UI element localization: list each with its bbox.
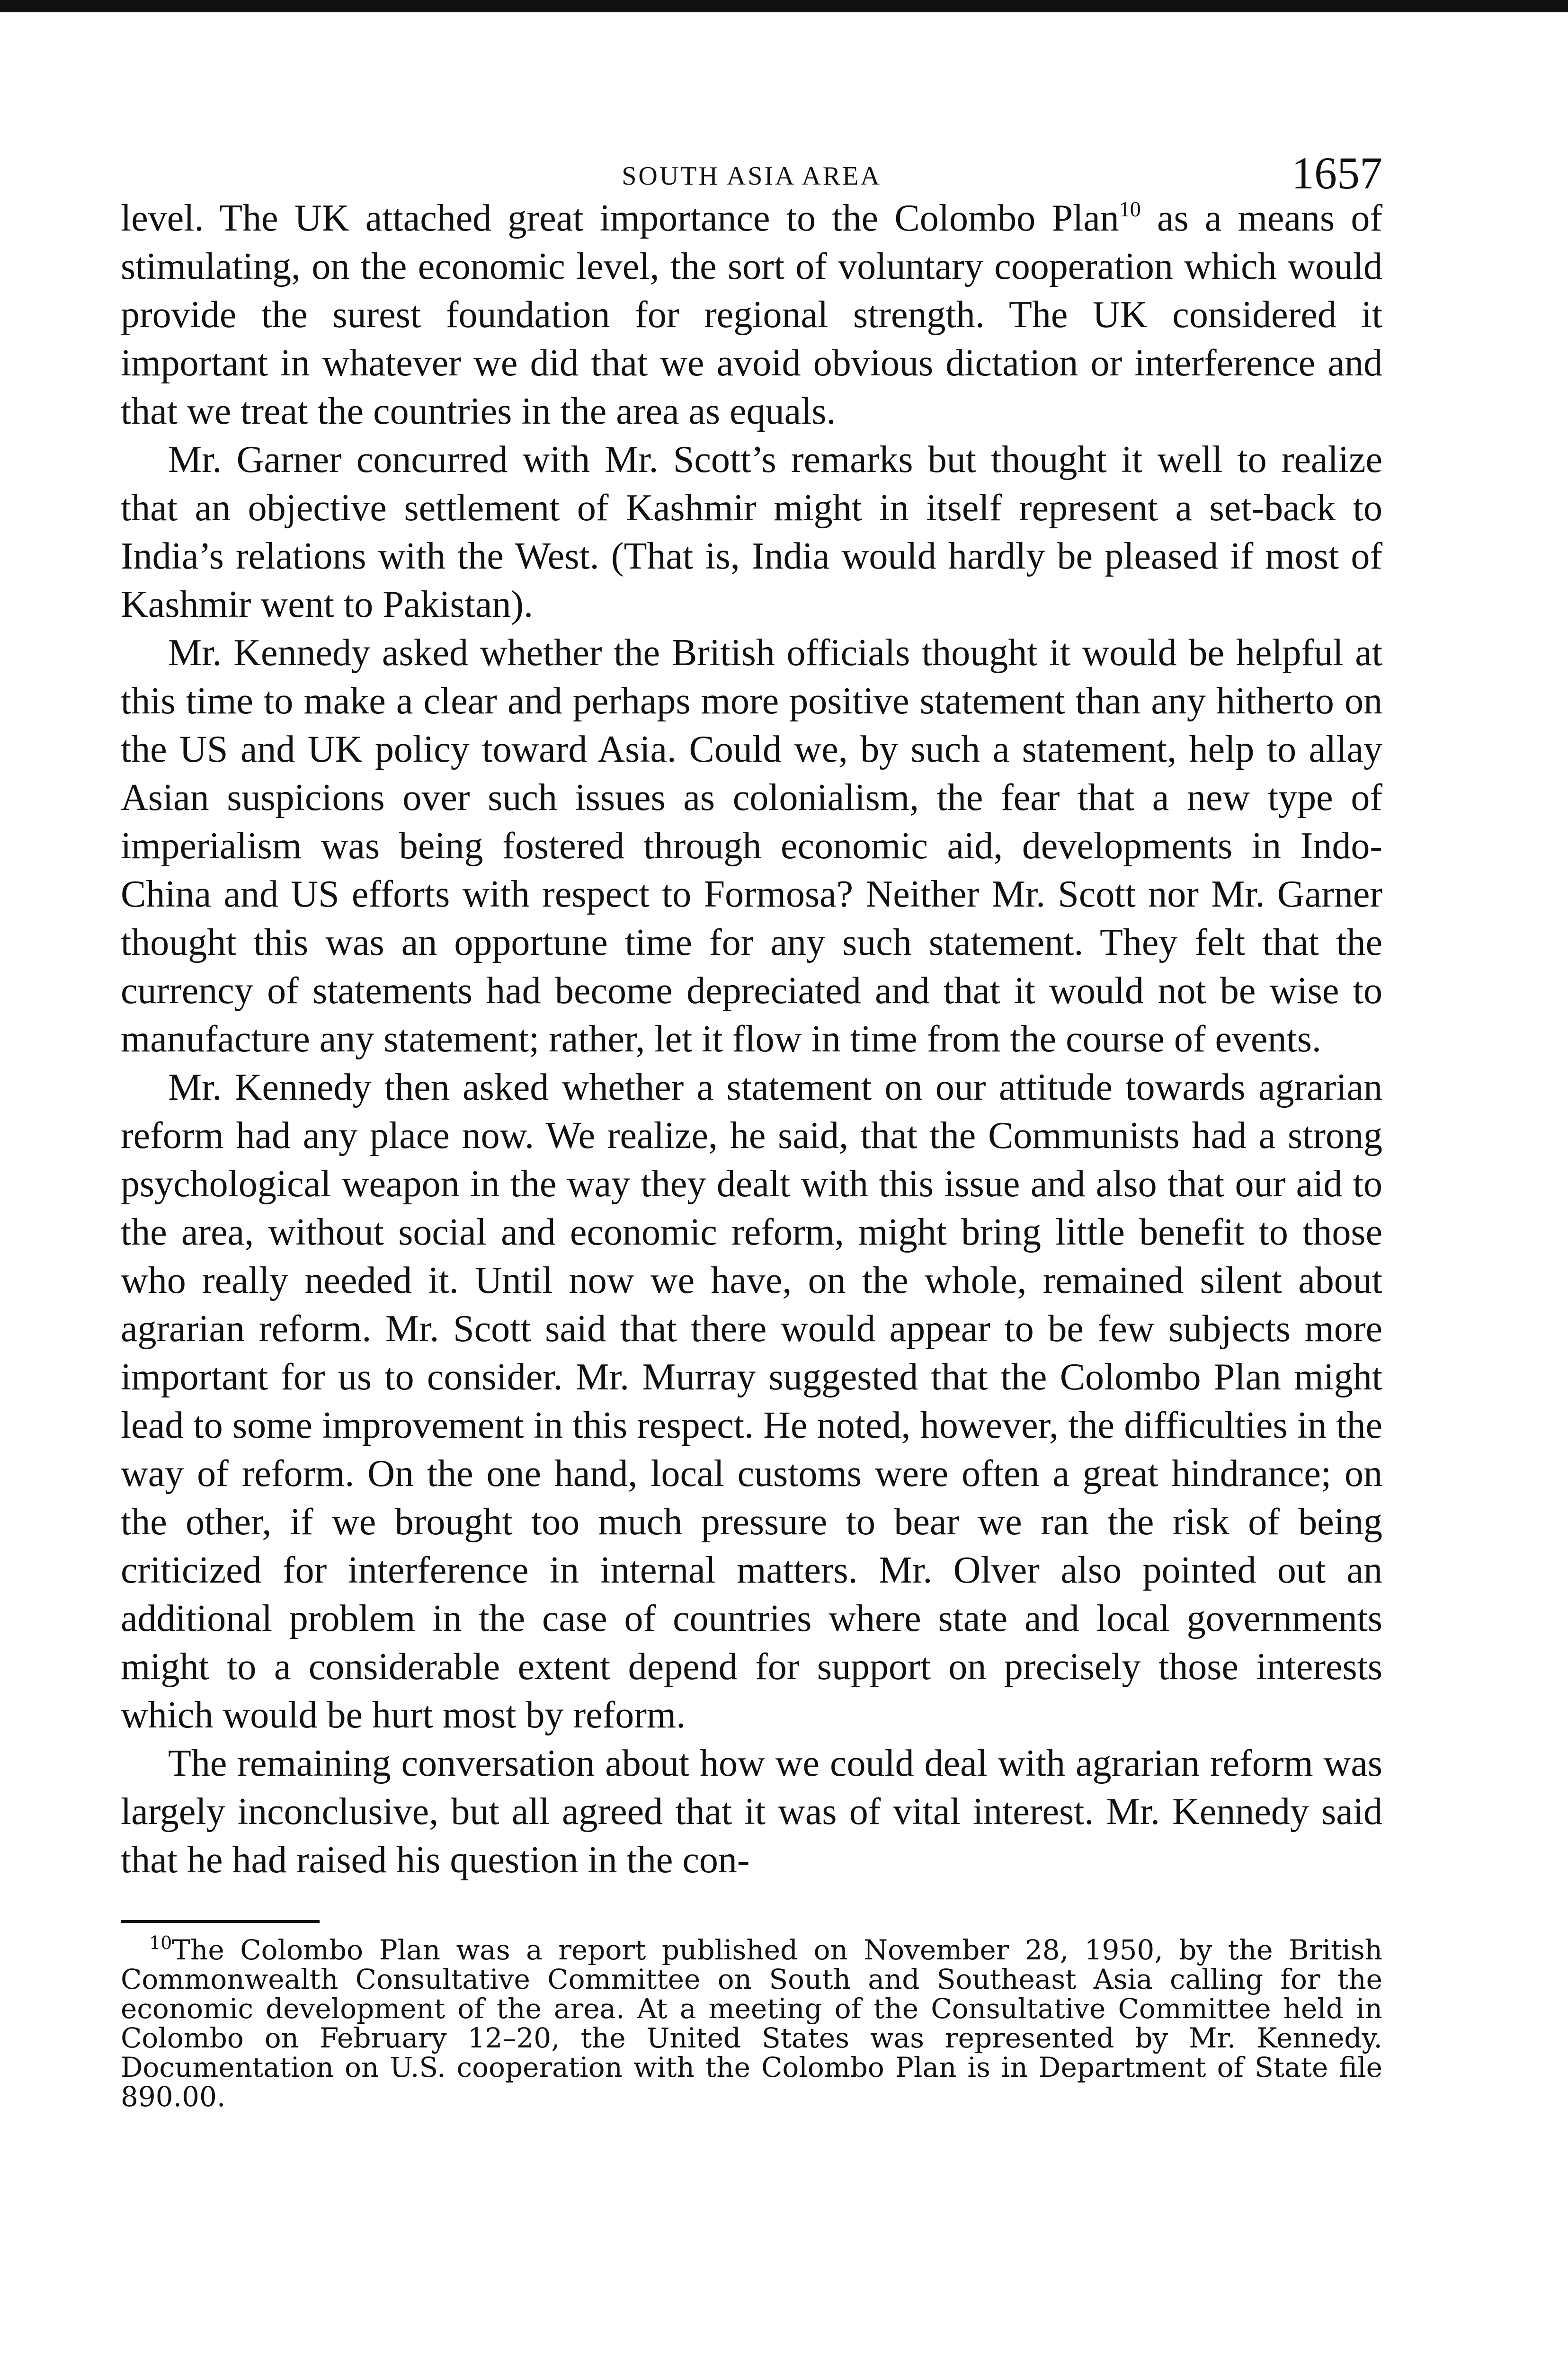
paragraph: The remaining conversation about how we could deal with agrarian reform was largely inconclusive, but all agreed that it was of vital interest. Mr. Kennedy said that he had raised his question in the con-: [121, 1743, 1382, 1881]
footnote-divider: [121, 1920, 320, 1923]
paragraph: Mr. Garner concurred with Mr. Scott’s remarks but thought it well to realize that an objective settlement of Kashmir might in itself represent a set-back to India’s relations with the West. (That is, India would hardly be pleased if most of Kashmir went to Pakistan).: [121, 439, 1382, 625]
running-head: [121, 142, 1382, 198]
running-title: SOUTH ASIA AREA: [622, 161, 882, 191]
paragraph: Mr. Kennedy then asked whether a statement on our attitude towards agrarian reform had any place now. We realize, he said, that the Communists had a strong psychological weapon in the way they dealt with this issue and also that our aid to the area, without social and economic reform, might bring little benefit to those who really needed it. Until now we have, on the whole, remained silent about agrarian reform. Mr. Scott said that there would appear to be few subjects more important for us to consider. Mr. Murray suggested that the Colombo Plan might lead to some improvement in this respect. He noted, however, the difficulties in the way of reform. On the one hand, local customs were often a great hindrance; on the other, if we brought too much pressure to bear we ran the risk of being criticized for interference in internal matters. Mr. Olver also pointed out an additional problem in the case of countries where state and local governments might to a considerable extent depend for support on precisely those interests which would be hurt most by reform.: [121, 1067, 1382, 1736]
body-text: [121, 194, 1382, 1884]
document-page: [121, 142, 1382, 2111]
paragraph: Mr. Kennedy asked whether the British officials thought it would be helpful at this time to make a clear and perhaps more positive statement than any hitherto on the US and UK policy toward Asia. Could we, by such a statement, help to allay Asian suspicions over such issues as colonialism, the fear that a new type of imperialism was being fostered through economic aid, developments in Indo-China and US efforts with respect to Formosa? Neither Mr. Scott nor Mr. Garner thought this was an opportune time for any such statement. They felt that the currency of statements had become depreciated and that it would not be wise to manufacture any statement; rather, let it flow in time from the course of events.: [121, 632, 1382, 1060]
page-number: 1657: [1292, 148, 1382, 198]
footnote-reference: 10: [1119, 197, 1141, 221]
paragraph: [121, 194, 1382, 436]
paragraph-text: as a means of stimulating, on the economic level, the sort of voluntary cooperation which would provide the surest foundation for regional strength. The UK considered it important in whatever we did that we avoid obvious dictation or interference and that we treat the countries in the area as equals.: [121, 197, 1383, 432]
footnote-marker: 10: [149, 1932, 172, 1953]
paragraph-text: level. The UK attached great importance to the Colombo Plan: [121, 197, 1119, 239]
footnote-text: The Colombo Plan was a report published on November 28, 1950, by the British Commonwealth Consultative Committee on South and Southeast Asia calling for the economic development of the area. At a meeting of the Consultative Committee held in Colombo on February 12–20, the United States was represented by Mr. Kennedy. Documentation on U.S. cooperation with the Colombo Plan is in Department of State file 890.00.: [121, 1934, 1382, 2113]
top-border-rule: [0, 0, 1568, 12]
footnote: [121, 1932, 1382, 2113]
